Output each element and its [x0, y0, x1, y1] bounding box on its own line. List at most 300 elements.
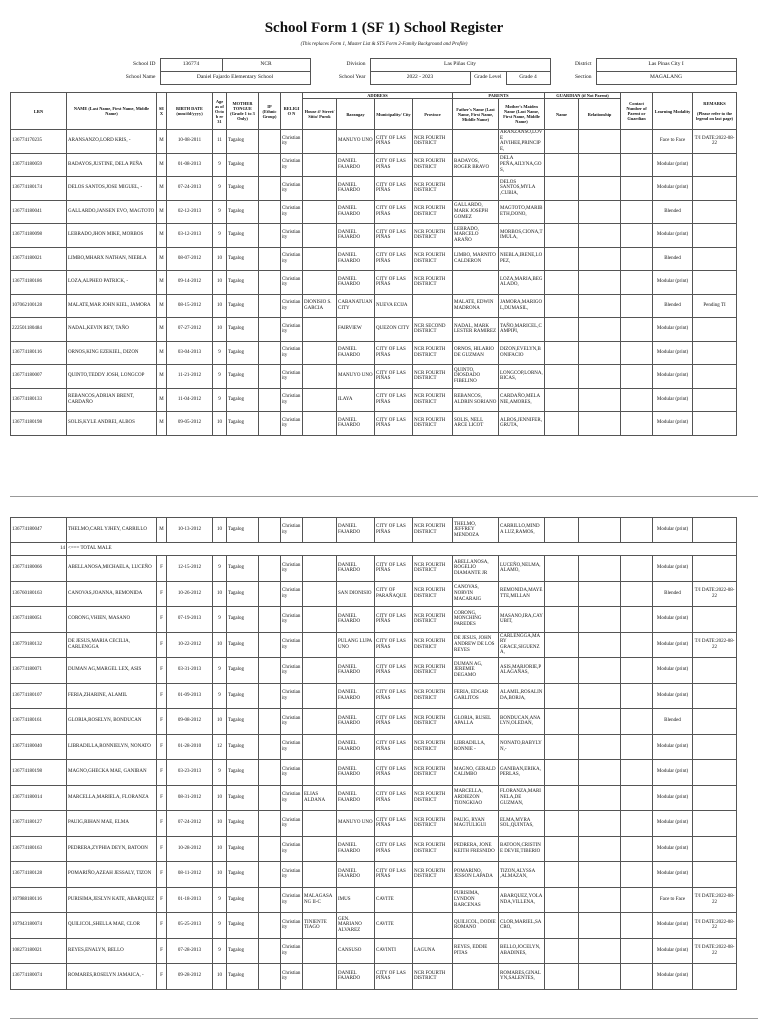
- mother-cell: MORBOS,CIONA,TIMULA,: [499, 224, 545, 248]
- province-cell: NCR FOURTH DISTRICT: [413, 709, 453, 735]
- age-cell: 10: [213, 836, 227, 862]
- birth-date-cell: 03-12-2013: [167, 224, 213, 248]
- province-cell: NCR FOURTH DISTRICT: [413, 836, 453, 862]
- col-mother-tongue: MOTHER TONGUE (Grade 1 to 3 Only): [227, 93, 259, 130]
- contact-cell: [621, 683, 653, 709]
- col-religion: RELIGIO N: [281, 93, 303, 130]
- mother-tongue-cell: Tagalog: [227, 388, 259, 412]
- house-cell: ELIAS ALDANA: [303, 785, 337, 811]
- remarks-cell: [693, 556, 737, 582]
- religion-cell: Christianity: [281, 412, 303, 436]
- remarks-cell: T/I DATE:2022-08-22: [693, 887, 737, 913]
- ip-cell: [259, 177, 281, 201]
- modality-cell: Blended: [653, 200, 693, 224]
- house-cell: MALAGASANG II-C: [303, 887, 337, 913]
- birth-date-cell: 01-28-2010: [167, 734, 213, 760]
- lrn-cell: 136779180132: [11, 632, 67, 658]
- house-cell: [303, 224, 337, 248]
- modality-cell: Modular (print): [653, 913, 693, 939]
- name-cell: SOLIS,KYLE ANDREI, ALBOS: [67, 412, 157, 436]
- contact-cell: [621, 177, 653, 201]
- province-cell: NCR FOURTH DISTRICT: [413, 683, 453, 709]
- name-cell: MALATE,MAR JOHN KIEL, JAMORA: [67, 294, 157, 318]
- table-row: [11, 658, 737, 684]
- age-cell: 9: [213, 200, 227, 224]
- province-cell: NCR FOURTH DISTRICT: [413, 388, 453, 412]
- division-label: Division: [346, 61, 366, 68]
- sex-cell: F: [157, 632, 167, 658]
- guardian-name-cell: [545, 177, 579, 201]
- remarks-cell: T/I DATE:2022-08-22: [693, 130, 737, 154]
- lrn-cell: 136774180116: [11, 341, 67, 365]
- province-cell: NCR FOURTH DISTRICT: [413, 658, 453, 684]
- province-cell: NCR FOURTH DISTRICT: [413, 177, 453, 201]
- ip-cell: [259, 683, 281, 709]
- ip-cell: [259, 964, 281, 990]
- ip-cell: [259, 862, 281, 888]
- province-cell: NCR FOURTH DISTRICT: [413, 130, 453, 154]
- municipality-cell: CITY OF LAS PIÑAS: [375, 709, 413, 735]
- name-cell: ROMARES,ROSELYN JAMAICA, -: [67, 964, 157, 990]
- house-cell: [303, 836, 337, 862]
- relationship-cell: [579, 177, 621, 201]
- birth-date-cell: 01-08-2013: [167, 153, 213, 177]
- sex-cell: M: [157, 153, 167, 177]
- remarks-cell: [693, 518, 737, 543]
- contact-cell: [621, 556, 653, 582]
- lrn-cell: 136774180163: [11, 836, 67, 862]
- school-name-value: Daniel Fajardo Elementary School: [160, 72, 310, 85]
- register-table-page1: [10, 92, 737, 436]
- col-remarks: [693, 93, 737, 130]
- house-cell: [303, 247, 337, 271]
- mother-tongue-cell: Tagalog: [227, 760, 259, 786]
- barangay-cell: DANIEL FAJARDO: [337, 271, 375, 295]
- table-row: [11, 709, 737, 735]
- sex-cell: F: [157, 607, 167, 633]
- modality-cell: Modular (print): [653, 785, 693, 811]
- guardian-name-cell: [545, 271, 579, 295]
- sex-cell: M: [157, 365, 167, 389]
- sex-cell: F: [157, 811, 167, 837]
- total-male-row: [11, 543, 737, 556]
- age-cell: 10: [213, 271, 227, 295]
- table-row: [11, 683, 737, 709]
- father-cell: GALLARDO, MARK JOSEPH GOMEZ: [453, 200, 499, 224]
- municipality-cell: CITY OF LAS PIÑAS: [375, 412, 413, 436]
- table-row: [11, 811, 737, 837]
- mother-cell: DIZON,EVELYN,BONIFACIO: [499, 341, 545, 365]
- modality-cell: Modular (print): [653, 683, 693, 709]
- name-cell: LIMBO,MHARX NATHAN, NIEBLA: [67, 247, 157, 271]
- house-cell: [303, 581, 337, 607]
- name-cell: LOZA,ALPHEO PATRICK, -: [67, 271, 157, 295]
- religion-cell: Christianity: [281, 365, 303, 389]
- barangay-cell: DANIEL FAJARDO: [337, 607, 375, 633]
- province-cell: NCR SECOND DISTRICT: [413, 318, 453, 342]
- name-cell: GLORIA,ROSELYN, BONDUCAN: [67, 709, 157, 735]
- age-cell: 10: [213, 632, 227, 658]
- modality-cell: Face to Face: [653, 130, 693, 154]
- house-cell: [303, 388, 337, 412]
- sex-cell: F: [157, 836, 167, 862]
- col-house: House #/ Street/ Sitio/ Purok: [303, 99, 337, 130]
- province-cell: NCR FOURTH DISTRICT: [413, 556, 453, 582]
- remarks-cell: [693, 341, 737, 365]
- age-cell: 10: [213, 294, 227, 318]
- relationship-cell: [579, 130, 621, 154]
- mother-tongue-cell: Tagalog: [227, 632, 259, 658]
- barangay-cell: DANIEL FAJARDO: [337, 556, 375, 582]
- mother-tongue-cell: Tagalog: [227, 836, 259, 862]
- house-cell: [303, 734, 337, 760]
- table-row: [11, 913, 737, 939]
- name-cell: GALLARDO,JANSEN EVO, MAGTOTO: [67, 200, 157, 224]
- guardian-name-cell: [545, 607, 579, 633]
- form-subtitle: (This replaces Form 1, Master List & STS Form 2-Family Background and Profile): [300, 42, 468, 47]
- mother-tongue-cell: Tagalog: [227, 318, 259, 342]
- ip-cell: [259, 518, 281, 543]
- modality-cell: Blended: [653, 581, 693, 607]
- sex-cell: F: [157, 964, 167, 990]
- barangay-cell: MANUYO UNO: [337, 811, 375, 837]
- birth-date-cell: 12-15-2012: [167, 556, 213, 582]
- mother-tongue-cell: Tagalog: [227, 153, 259, 177]
- lrn-cell: 136774180014: [11, 785, 67, 811]
- ip-cell: [259, 607, 281, 633]
- relationship-cell: [579, 734, 621, 760]
- remarks-cell: [693, 318, 737, 342]
- ip-cell: [259, 913, 281, 939]
- relationship-cell: [579, 388, 621, 412]
- father-cell: MARCELLA, ARDIEZON TIONGKIAO: [453, 785, 499, 811]
- ip-cell: [259, 887, 281, 913]
- guardian-name-cell: [545, 200, 579, 224]
- ip-cell: [259, 581, 281, 607]
- relationship-cell: [579, 683, 621, 709]
- table-row: [11, 964, 737, 990]
- religion-cell: Christianity: [281, 913, 303, 939]
- province-cell: NCR FOURTH DISTRICT: [413, 200, 453, 224]
- mother-tongue-cell: Tagalog: [227, 200, 259, 224]
- contact-cell: [621, 607, 653, 633]
- municipality-cell: CITY OF LAS PIÑAS: [375, 785, 413, 811]
- sex-cell: F: [157, 556, 167, 582]
- religion-cell: Christianity: [281, 247, 303, 271]
- religion-cell: Christianity: [281, 836, 303, 862]
- province-cell: NCR FOURTH DISTRICT: [413, 365, 453, 389]
- guardian-name-cell: [545, 734, 579, 760]
- modality-cell: Modular (print): [653, 938, 693, 964]
- modality-cell: Modular (print): [653, 632, 693, 658]
- form-title: School Form 1 (SF 1) School Register: [264, 20, 504, 36]
- mother-tongue-cell: Tagalog: [227, 581, 259, 607]
- table-row: [11, 177, 737, 201]
- guardian-name-cell: [545, 785, 579, 811]
- ip-cell: [259, 247, 281, 271]
- house-cell: [303, 709, 337, 735]
- religion-cell: Christianity: [281, 964, 303, 990]
- mother-cell: MAGTOTO,MARIBETH,DONO,: [499, 200, 545, 224]
- religion-cell: Christianity: [281, 658, 303, 684]
- mother-cell: NONATO,BABYLYN,-: [499, 734, 545, 760]
- ip-cell: [259, 709, 281, 735]
- relationship-cell: [579, 247, 621, 271]
- remarks-cell: [693, 388, 737, 412]
- mother-cell: FLORANZA,MARINELA,DE GUZMAN,: [499, 785, 545, 811]
- birth-date-cell: 05-25-2013: [167, 913, 213, 939]
- house-cell: [303, 271, 337, 295]
- relationship-cell: [579, 224, 621, 248]
- birth-date-cell: 09-05-2012: [167, 412, 213, 436]
- ip-cell: [259, 658, 281, 684]
- religion-cell: Christianity: [281, 153, 303, 177]
- table-row: [11, 412, 737, 436]
- remarks-cell: [693, 734, 737, 760]
- birth-date-cell: 07-27-2012: [167, 318, 213, 342]
- relationship-cell: [579, 581, 621, 607]
- house-cell: [303, 607, 337, 633]
- father-cell: PURISIMA, LYNDON BARCENAS: [453, 887, 499, 913]
- ip-cell: [259, 318, 281, 342]
- guardian-name-cell: [545, 887, 579, 913]
- table-row: [11, 607, 737, 633]
- table-row: [11, 556, 737, 582]
- province-cell: NCR FOURTH DISTRICT: [413, 785, 453, 811]
- father-cell: THELMO, JEFFREY MENDOZA: [453, 518, 499, 543]
- mother-cell: ALAMIL,ROSALINDA,BORJA,: [499, 683, 545, 709]
- relationship-cell: [579, 607, 621, 633]
- father-cell: LIBRADILLA, RONNIE -: [453, 734, 499, 760]
- remarks-cell: [693, 811, 737, 837]
- father-cell: [453, 177, 499, 201]
- father-cell: NADAL, MARK LESTER RAMIREZ: [453, 318, 499, 342]
- birth-date-cell: 01-18-2013: [167, 887, 213, 913]
- relationship-cell: [579, 938, 621, 964]
- remarks-cell: [693, 247, 737, 271]
- religion-cell: Christianity: [281, 318, 303, 342]
- father-cell: PAUIG, RYAN MAGTULIGUI: [453, 811, 499, 837]
- mother-tongue-cell: Tagalog: [227, 913, 259, 939]
- sex-cell: M: [157, 518, 167, 543]
- lrn-cell: 136774180071: [11, 658, 67, 684]
- province-cell: NCR FOURTH DISTRICT: [413, 964, 453, 990]
- col-learning-modality: Learning Modality: [653, 93, 693, 130]
- modality-cell: Modular (print): [653, 862, 693, 888]
- modality-cell: Modular (print): [653, 224, 693, 248]
- contact-cell: [621, 224, 653, 248]
- modality-cell: Modular (print): [653, 556, 693, 582]
- province-cell: [413, 887, 453, 913]
- lrn-cell: 136774180074: [11, 964, 67, 990]
- sex-cell: F: [157, 683, 167, 709]
- name-cell: ORNOS,KING EZEKIEL, DIZON: [67, 341, 157, 365]
- remarks-cell: [693, 365, 737, 389]
- mother-cell: BELLO,JOCELYN,ABADINES,: [499, 938, 545, 964]
- religion-cell: Christianity: [281, 632, 303, 658]
- table-row: [11, 887, 737, 913]
- guardian-name-cell: [545, 318, 579, 342]
- birth-date-cell: 10-13-2012: [167, 518, 213, 543]
- municipality-cell: CAVITE: [375, 887, 413, 913]
- grade-level-label: Grade Level: [474, 74, 502, 81]
- barangay-cell: DANIEL FAJARDO: [337, 836, 375, 862]
- birth-date-cell: 03-23-2013: [167, 760, 213, 786]
- barangay-cell: SAN DIONISIO: [337, 581, 375, 607]
- barangay-cell: DANIEL FAJARDO: [337, 341, 375, 365]
- province-cell: NCR FOURTH DISTRICT: [413, 153, 453, 177]
- mother-tongue-cell: Tagalog: [227, 785, 259, 811]
- mother-cell: ABARQUEZ,YOLANDA,VILLENA,: [499, 887, 545, 913]
- barangay-cell: DANIEL FAJARDO: [337, 862, 375, 888]
- school-id-value: 136774: [160, 59, 222, 72]
- father-cell: [453, 130, 499, 154]
- birth-date-cell: 11-04-2012: [167, 388, 213, 412]
- age-cell: 9: [213, 938, 227, 964]
- father-cell: REBANCOS, ALDRIN SORIANO: [453, 388, 499, 412]
- guardian-name-cell: [545, 632, 579, 658]
- contact-cell: [621, 734, 653, 760]
- relationship-cell: [579, 365, 621, 389]
- table-row: [11, 581, 737, 607]
- birth-date-cell: 10-28-2012: [167, 836, 213, 862]
- house-cell: [303, 518, 337, 543]
- religion-cell: Christianity: [281, 581, 303, 607]
- contact-cell: [621, 811, 653, 837]
- mother-cell: ALBOS,JENNIFER,GRUTA,: [499, 412, 545, 436]
- house-cell: [303, 130, 337, 154]
- age-cell: 9: [213, 913, 227, 939]
- contact-cell: [621, 341, 653, 365]
- lrn-cell: 107988180116: [11, 887, 67, 913]
- contact-cell: [621, 632, 653, 658]
- mother-tongue-cell: Tagalog: [227, 247, 259, 271]
- age-cell: 9: [213, 887, 227, 913]
- sex-cell: F: [157, 734, 167, 760]
- table-row: [11, 130, 737, 154]
- table-row: [11, 247, 737, 271]
- contact-cell: [621, 709, 653, 735]
- lrn-cell: 136774180133: [11, 388, 67, 412]
- name-cell: MARCELLA,MARIELA, FLORANZA: [67, 785, 157, 811]
- name-cell: LEBRADO,JHON MIKE, MORBOS: [67, 224, 157, 248]
- relationship-cell: [579, 658, 621, 684]
- mother-tongue-cell: Tagalog: [227, 341, 259, 365]
- modality-cell: Modular (print): [653, 607, 693, 633]
- ip-cell: [259, 632, 281, 658]
- contact-cell: [621, 658, 653, 684]
- birth-date-cell: 08-07-2012: [167, 247, 213, 271]
- house-cell: [303, 318, 337, 342]
- guardian-name-cell: [545, 224, 579, 248]
- relationship-cell: [579, 785, 621, 811]
- contact-cell: [621, 294, 653, 318]
- col-guardian: GUARDIAN (if Not Parent): [545, 93, 621, 99]
- remarks-cell: [693, 607, 737, 633]
- birth-date-cell: 09-28-2012: [167, 964, 213, 990]
- age-cell: 9: [213, 607, 227, 633]
- ip-cell: [259, 938, 281, 964]
- page-bottom-line: [10, 1018, 758, 1019]
- modality-cell: Blended: [653, 294, 693, 318]
- father-cell: REYES, EDDIE PITAS: [453, 938, 499, 964]
- father-cell: SOLIS, NELL ARCE LICOT: [453, 412, 499, 436]
- relationship-cell: [579, 341, 621, 365]
- table-row: [11, 785, 737, 811]
- lrn-cell: 107943180074: [11, 913, 67, 939]
- barangay-cell: DANIEL FAJARDO: [337, 683, 375, 709]
- birth-date-cell: 08-15-2012: [167, 294, 213, 318]
- modality-cell: Modular (print): [653, 153, 693, 177]
- sex-cell: M: [157, 318, 167, 342]
- sex-cell: M: [157, 247, 167, 271]
- religion-cell: Christianity: [281, 811, 303, 837]
- ip-cell: [259, 341, 281, 365]
- barangay-cell: GEN. MARIANO ALVAREZ: [337, 913, 375, 939]
- relationship-cell: [579, 709, 621, 735]
- municipality-cell: CITY OF LAS PIÑAS: [375, 836, 413, 862]
- municipality-cell: CITY OF LAS PIÑAS: [375, 862, 413, 888]
- father-cell: [453, 271, 499, 295]
- guardian-name-cell: [545, 388, 579, 412]
- age-cell: 10: [213, 709, 227, 735]
- father-cell: FERIA, EDGAR GARLITOS: [453, 683, 499, 709]
- lrn-cell: 136774180098: [11, 224, 67, 248]
- father-cell: GLORIA, RUSEL APALLA: [453, 709, 499, 735]
- religion-cell: Christianity: [281, 518, 303, 543]
- province-cell: NCR FOURTH DISTRICT: [413, 607, 453, 633]
- municipality-cell: CITY OF LAS PIÑAS: [375, 153, 413, 177]
- father-cell: DUMAN AG, JEREMIE DEGAMO: [453, 658, 499, 684]
- religion-cell: Christianity: [281, 683, 303, 709]
- name-cell: POMARIÑO,AZEAH JESSALY, TIZON: [67, 862, 157, 888]
- birth-date-cell: 09-08-2012: [167, 709, 213, 735]
- guardian-name-cell: [545, 518, 579, 543]
- name-cell: PURISIMA,JESLYN KATE, ABARQUEZ: [67, 887, 157, 913]
- religion-cell: Christianity: [281, 177, 303, 201]
- guardian-name-cell: [545, 365, 579, 389]
- father-cell: CANOVAS, NORVIN MACARAIG: [453, 581, 499, 607]
- ip-cell: [259, 271, 281, 295]
- ip-cell: [259, 760, 281, 786]
- religion-cell: Christianity: [281, 938, 303, 964]
- house-cell: [303, 964, 337, 990]
- remarks-cell: T/I DATE:2022-08-22: [693, 938, 737, 964]
- lrn-cell: 136774180186: [11, 271, 67, 295]
- guardian-name-cell: [545, 581, 579, 607]
- modality-cell: Modular (print): [653, 388, 693, 412]
- barangay-cell: DANIEL FAJARDO: [337, 224, 375, 248]
- table-row: [11, 271, 737, 295]
- table-row: [11, 518, 737, 543]
- school-year-label: School Year: [338, 74, 366, 81]
- relationship-cell: [579, 964, 621, 990]
- sex-cell: M: [157, 341, 167, 365]
- lrn-cell: 136774180047: [11, 518, 67, 543]
- contact-cell: [621, 247, 653, 271]
- remarks-cell: T/I DATE:2022-08-22: [693, 581, 737, 607]
- guardian-name-cell: [545, 153, 579, 177]
- age-cell: 11: [213, 130, 227, 154]
- birth-date-cell: 10-08-2011: [167, 130, 213, 154]
- house-cell: [303, 177, 337, 201]
- father-cell: DE JESUS, JOHN ANDREW DE LOS REYES: [453, 632, 499, 658]
- mother-cell: CARLENGGA,MARY GRACE,SIGUENZA,: [499, 632, 545, 658]
- barangay-cell: DANIEL FAJARDO: [337, 760, 375, 786]
- sex-cell: M: [157, 200, 167, 224]
- contact-cell: [621, 130, 653, 154]
- contact-cell: [621, 412, 653, 436]
